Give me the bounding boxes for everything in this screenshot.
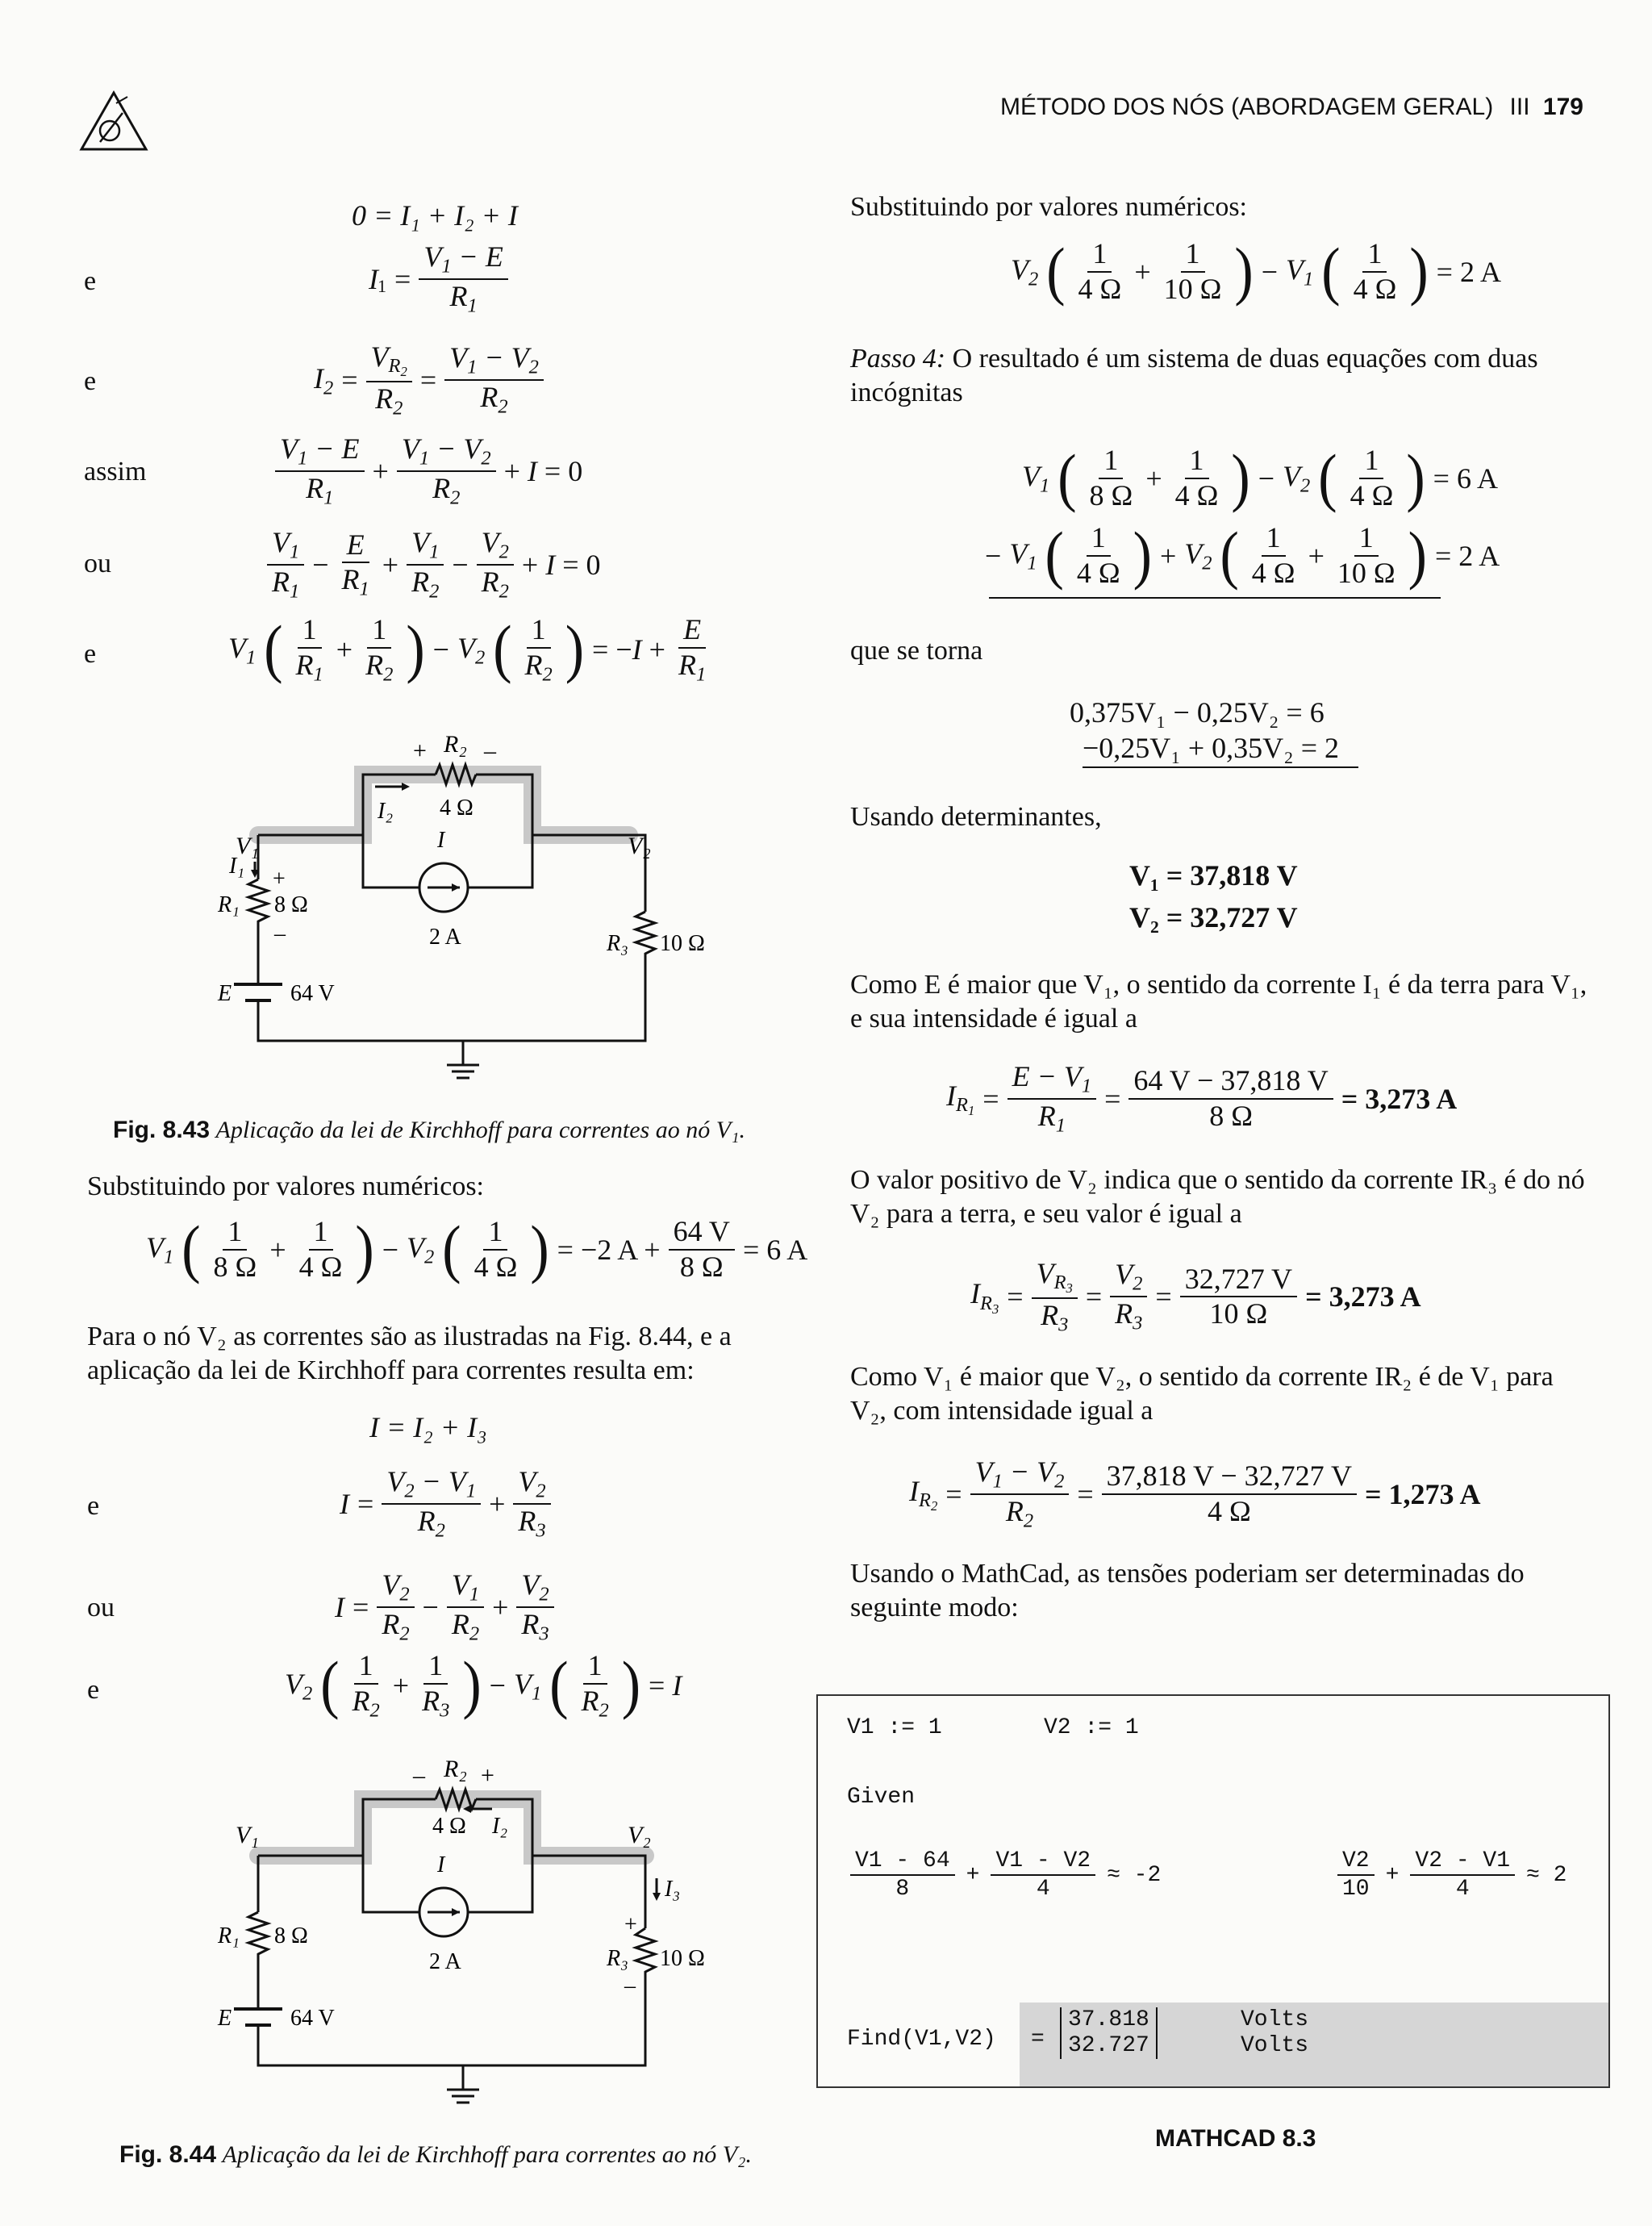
- eq-ir2: $I_{R_2}$ = $\frac{V_1 - V_2}{R_2}$ = $\frac{37,818 V - 32,727 V}{4 \Omega}$ = 1,273 A: [909, 1455, 1481, 1532]
- que-se-torna: que se torna: [850, 636, 983, 666]
- label-r3-val: 10 Ω: [660, 931, 705, 956]
- mathcad-given: Given: [847, 1785, 916, 1810]
- label-i-val-b: 2 A: [429, 1949, 461, 1974]
- conj-e-5: e: [87, 1675, 100, 1705]
- figure-8-43-circuit: [194, 734, 726, 1089]
- label-r3-minus-b: –: [624, 1973, 636, 1998]
- running-header: [1000, 94, 1583, 121]
- passo-4-text: O resultado é um sistema de duas equações com duas incógnitas: [850, 344, 1538, 407]
- label-i2: I₂: [378, 799, 394, 824]
- header-separator: III: [1509, 94, 1530, 120]
- label-i-val: 2 A: [429, 925, 461, 950]
- para-node-v2: Para o nó V₂ as correntes são as ilustradas na Fig. 8.44, e a aplicação da lei de Kirchhoff para correntes resulta em:: [87, 1322, 732, 1385]
- eq-i-split: I = $\frac{V_2}{R_2}$ − $\frac{V_1}{R_2}$ + $\frac{V_2}{R_3}$: [331, 1570, 558, 1644]
- label-r2-val: 4 Ω: [440, 796, 473, 821]
- label-i1: I₁: [229, 854, 245, 879]
- fig-8-44-caption: [119, 2141, 752, 2169]
- ir1-result: = 3,273 A: [1341, 1083, 1458, 1116]
- mathcad-units: [1241, 2007, 1308, 2059]
- v2-result: V₂ = 32,727 V: [1129, 901, 1298, 933]
- label-r2-plus: +: [413, 737, 427, 764]
- label-r3-b: R₃: [607, 1946, 628, 1971]
- mathcad-line1b: V2 := 1: [1044, 1715, 1139, 1740]
- como-e-paragraph: Como E é maior que V₁, o sentido da corrente I₁ é da terra para V₁, e sua intensidade é igual a: [850, 970, 1587, 1034]
- left-subst-text: Substituindo por valores numéricos:: [87, 1171, 485, 1201]
- eq-i1: I 1 = $\frac{V_1 - E}{R_1}$: [365, 242, 512, 316]
- ir3-result: = 3,273 A: [1305, 1280, 1421, 1313]
- mathcad-result-matrix: [1060, 2007, 1158, 2059]
- label-i-src-b: I: [437, 1852, 445, 1877]
- label-i2-b: I₂: [492, 1814, 508, 1839]
- label-v2: V₂: [628, 833, 651, 859]
- conj-ou-2: ou: [87, 1593, 115, 1623]
- mathcad-unit-1: Volts: [1241, 2007, 1309, 2032]
- mathcad-label: MATHCAD 8.3: [1155, 2125, 1316, 2152]
- eq-assim: $\frac{V_1 - E}{R_1}$ + $\frac{V_1 - V_2}{R_2}$ + I = 0: [271, 434, 586, 508]
- mathcad-result-v1: 37.818: [1068, 2007, 1149, 2032]
- mathcad-unit-2: Volts: [1241, 2033, 1309, 2058]
- label-e-b: E: [218, 2006, 232, 2031]
- label-r2: R₂: [444, 734, 467, 758]
- eq-v1-numeric: $V_1$ ( $\frac{1}{8 \Omega}$ + $\frac{1}{4 \Omega}$ ) − $V_2$ ( $\frac{1}{4 \Omega}$ ) = −2 A + $\frac{64 V}{8 \Omega}$ = 6 A: [146, 1213, 808, 1285]
- sys-underline: [1083, 766, 1358, 768]
- eq-i-expanded: I = $\frac{V_2 - V_1}{R_2}$ + $\frac{V_2}{R_3}$: [336, 1467, 555, 1541]
- figure-8-44-circuit: [194, 1759, 726, 2114]
- o-valor-paragraph: O valor positivo de V₂ indica que o sentido da corrente IR₃ é do nó V₂ para a terra, e seu valor é igual a: [850, 1165, 1585, 1229]
- label-r1-minus: –: [274, 921, 286, 946]
- label-v1: V₁: [236, 833, 259, 859]
- eq-v1-nodal: $V_1$ ( $\frac{1}{R_1}$ + $\frac{1}{R_2}$ ) − $V_2$ ( $\frac{1}{R_2}$ ) = −I + $\frac{E}{R_1}$: [228, 613, 707, 686]
- mathcad-worksheet: [816, 1694, 1610, 2088]
- label-e-val-b: 64 V: [290, 2006, 335, 2031]
- eq-v2-numeric: $V_2$ ( $\frac{1}{4 \Omega}$ + $\frac{1}{10 \Omega}$ ) − $V_1$ ( $\frac{1}{4 \Omega}$ ) = 2 A: [1011, 235, 1501, 307]
- conj-e-4: e: [87, 1491, 100, 1521]
- label-r1-plus: +: [273, 867, 286, 892]
- fig-8-44-text: Aplicação da lei de Kirchhoff para correntes ao nó V₂.: [222, 2141, 752, 2168]
- conj-ou: ou: [84, 549, 111, 578]
- label-e: E: [218, 981, 232, 1006]
- eq-system-1: $V_1$ ( $\frac{1}{8 \Omega}$ + $\frac{1}{4 \Omega}$ ) − $V_2$ ( $\frac{1}{4 \Omega}$ ) = 6 A: [1022, 441, 1498, 514]
- label-r2-b: R₂: [444, 1759, 467, 1782]
- sys-eq-1: 0,375V₁ − 0,25V₂ = 6: [1070, 696, 1325, 729]
- label-i-src: I: [437, 828, 445, 853]
- fig-8-44-number: Fig. 8.44: [119, 2141, 217, 2168]
- mathcad-intro: Usando o MathCad, as tensões poderiam ser determinadas do seguinte modo:: [850, 1559, 1525, 1623]
- label-v2-b: V₂: [628, 1822, 651, 1848]
- label-r1-b: R₁: [218, 1923, 240, 1948]
- label-r1-val: 8 Ω: [274, 892, 308, 917]
- fig-8-43-number: Fig. 8.43: [113, 1117, 211, 1143]
- eq-ir3: $I_{R_3}$ = $\frac{V_{R_3}}{R_3}$ = $\frac{V_2}{R_3}$ = $\frac{32,727 V}{10 \Omega}$ = 3,273 A: [970, 1257, 1421, 1336]
- eq-kcl: 0 = I₁ + I₂ + I: [352, 199, 518, 232]
- label-r3-val-b: 10 Ω: [660, 1946, 705, 1971]
- mathcad-line1a: V1 := 1: [847, 1715, 942, 1740]
- conj-e-3: e: [84, 639, 97, 669]
- eq-system-2: − $V_1$ ( $\frac{1}{4 \Omega}$ ) + $V_2$ ( $\frac{1}{4 \Omega}$ + $\frac{1}{10 \Omega}$ ) = 2 A: [985, 519, 1500, 591]
- publisher-logo: [77, 89, 150, 153]
- header-title: MÉTODO DOS NÓS (ABORDAGEM GERAL): [1000, 94, 1494, 120]
- passo-4-paragraph: [850, 342, 1592, 410]
- eq-ir1: $I_{R_1}$ = $\frac{E - V_1}{R_1}$ = $\frac{64 V - 37,818 V}{8 \Omega}$ = 3,273 A: [946, 1060, 1458, 1137]
- label-e-val: 64 V: [290, 981, 335, 1006]
- label-r3-plus-b: +: [624, 1912, 637, 1937]
- label-r2-plus-b: +: [481, 1762, 494, 1789]
- label-v1-b: V₁: [236, 1822, 259, 1848]
- eq-v2-nodal: $V_2$ ( $\frac{1}{R_2}$ + $\frac{1}{R_3}$ ) − $V_1$ ( $\frac{1}{R_2}$ ) = I: [285, 1649, 682, 1722]
- mathcad-eq-2: $\frac{V2}{10}$ + $\frac{V2 - V1}{4}$ ≈ 2: [1334, 1849, 1566, 1902]
- label-r3: R₃: [607, 931, 628, 956]
- fig-8-43-caption: [113, 1117, 745, 1144]
- label-r1-val-b: 8 Ω: [274, 1923, 308, 1948]
- mathcad-eqsign: =: [1031, 2027, 1045, 2052]
- conj-e-2: e: [84, 366, 97, 396]
- label-i3-b: I₃: [665, 1877, 681, 1902]
- como-v1-paragraph: Como V₁ é maior que V₂, o sentido da corrente IR₂ é de V₁ para V₂, com intensidade igual a: [850, 1362, 1554, 1426]
- label-r1: R₁: [218, 892, 240, 917]
- conj-e-1: e: [84, 266, 97, 296]
- passo-4-label: Passo 4:: [850, 344, 946, 374]
- v1-result: V₁ = 37,818 V: [1129, 859, 1298, 892]
- eq-i2: $I_2$ = $\frac{V_{R_2}}{R_2}$ = $\frac{V_1 - V_2}{R_2}$: [310, 342, 548, 419]
- fig-8-43-text: Aplicação da lei de Kirchhoff para correntes ao nó V₁.: [215, 1117, 745, 1143]
- label-r2-val-b: 4 Ω: [432, 1814, 466, 1839]
- label-r2-minus: –: [484, 737, 496, 764]
- usando-determinantes: Usando determinantes,: [850, 802, 1102, 832]
- ir2-result: = 1,273 A: [1365, 1478, 1481, 1511]
- sys-eq-2: −0,25V₁ + 0,35V₂ = 2: [1083, 732, 1340, 764]
- eq-ou: $\frac{V_1}{R_1}$ − $\frac{E}{R_1}$ + $\frac{V_1}{R_2}$ − $\frac{V_2}{R_2}$ + I = 0: [263, 528, 605, 602]
- page-number: 179: [1542, 94, 1583, 120]
- conj-assim: assim: [84, 457, 147, 487]
- mathcad-result-v2: 32.727: [1068, 2033, 1149, 2058]
- system-underline: [989, 597, 1441, 599]
- right-subst-text: Substituindo por valores numéricos:: [850, 192, 1248, 222]
- label-r2-minus-b: –: [413, 1762, 425, 1789]
- mathcad-find: Find(V1,V2): [847, 2027, 996, 2052]
- eq-i-sum: I = I₂ + I₃: [369, 1411, 487, 1443]
- mathcad-eq-1: $\frac{V1 - 64}{8}$ + $\frac{V1 - V2}{4}$ ≈ -2: [847, 1849, 1161, 1902]
